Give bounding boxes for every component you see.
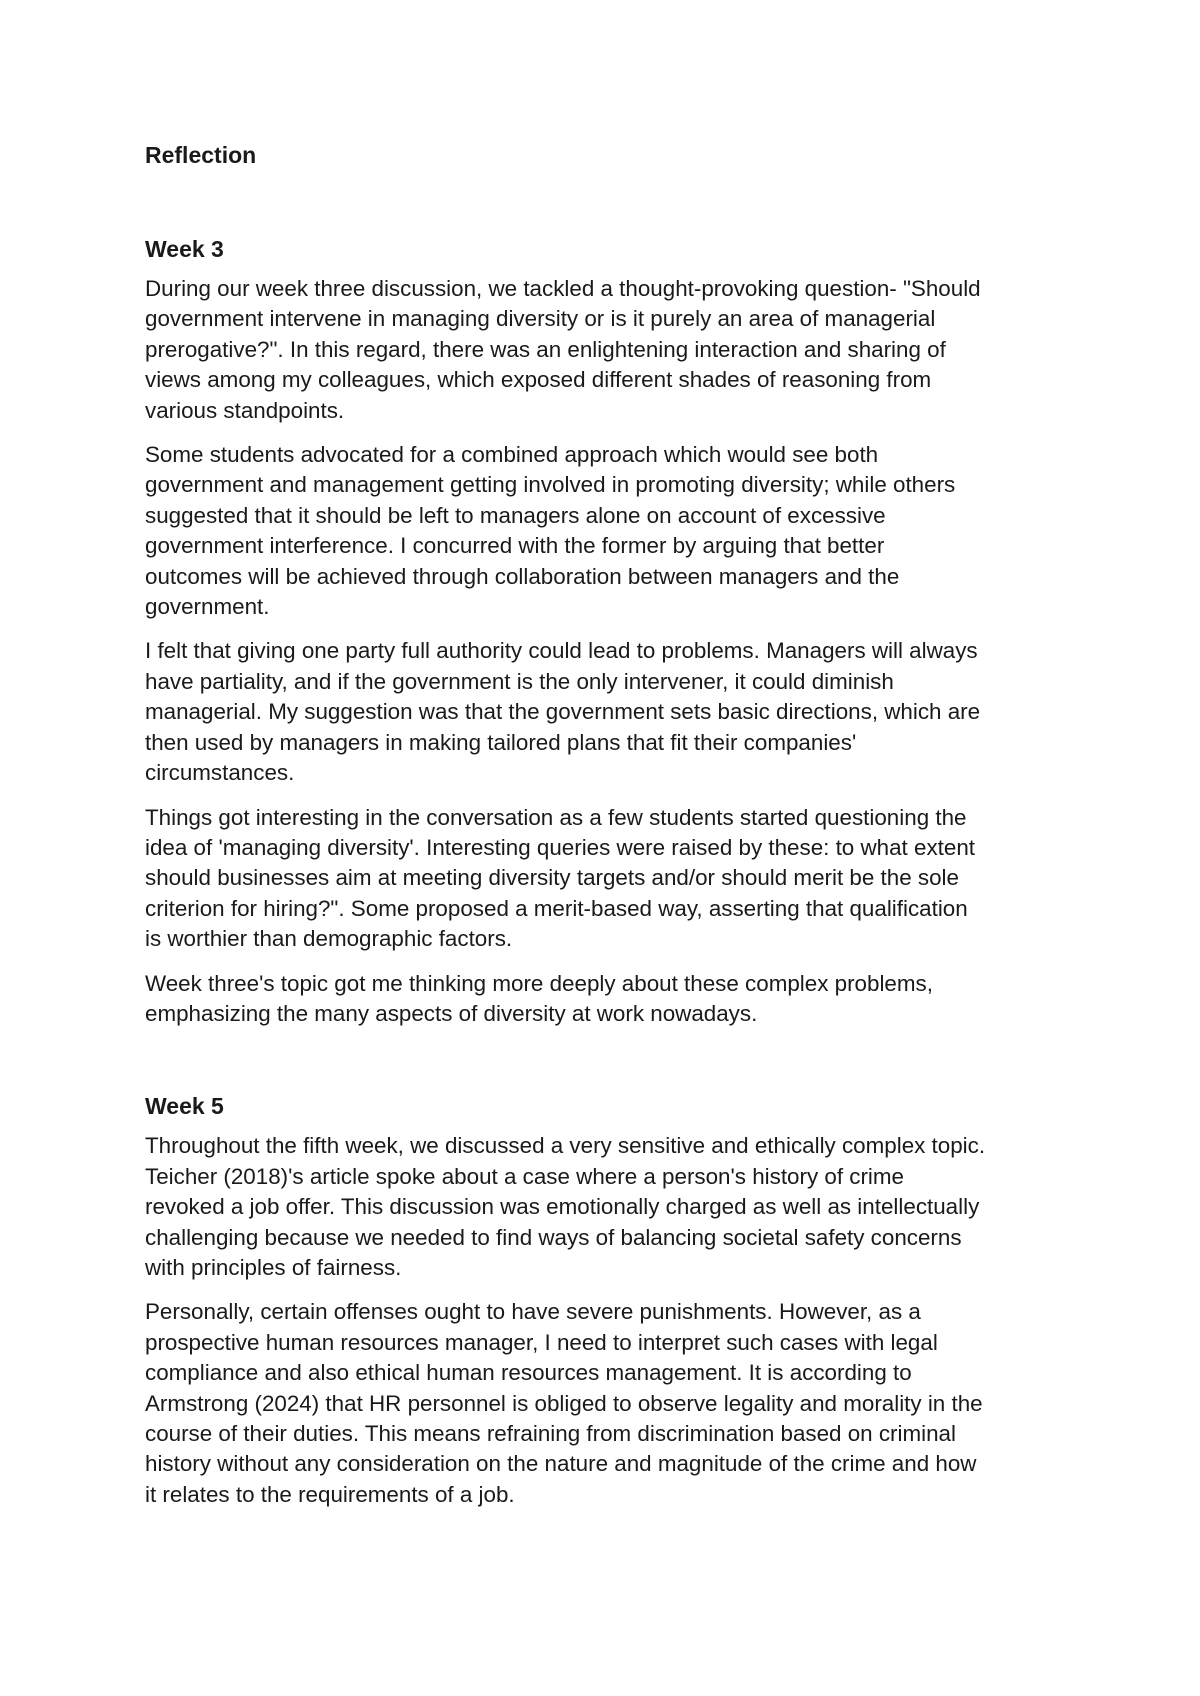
text-line: criterion for hiring?". Some proposed a merit-based way, asserting that qualification — [145, 895, 968, 921]
section-week-5 — [145, 1091, 1080, 1510]
text-line: is worthier than demographic factors. — [145, 926, 513, 952]
text-line: have partiality, and if the government is the only intervener, it could diminish — [145, 668, 894, 694]
paragraph — [145, 440, 1080, 622]
text-line: should businesses aim at meeting diversity targets and/or should merit be the sole — [145, 865, 959, 891]
text-line: challenging because we needed to find ways of balancing societal safety concerns — [145, 1224, 962, 1250]
text-line: During our week three discussion, we tackled a thought-provoking question- "Should — [145, 276, 981, 301]
text-line: government and management getting involved in promoting diversity; while others — [145, 472, 956, 498]
text-line: then used by managers in making tailored plans that fit their companies' — [145, 729, 857, 755]
text-line: government interference. I concurred with the former by arguing that better — [145, 533, 885, 559]
text-line: it relates to the requirements of a job. — [145, 1481, 515, 1507]
text-line: Throughout the fifth week, we discussed a very sensitive and ethically complex topic. — [145, 1133, 986, 1159]
paragraph — [145, 636, 1080, 788]
text-line: government. — [145, 594, 270, 620]
paragraph — [145, 1131, 1080, 1283]
paragraph — [145, 274, 1080, 426]
text-line: Some students advocated for a combined approach which would see both — [145, 442, 879, 468]
text-line: various standpoints. — [145, 397, 345, 423]
section-heading: Week 5 — [145, 1093, 224, 1120]
text-line: I felt that giving one party full authority could lead to problems. Managers will always — [145, 638, 978, 664]
text-line: managerial. My suggestion was that the government sets basic directions, which are — [145, 699, 981, 725]
text-line: with principles of fairness. — [145, 1254, 402, 1280]
paragraph — [145, 803, 1080, 955]
text-line: history without any consideration on the nature and magnitude of the crime and how — [145, 1451, 977, 1477]
text-line: prerogative?". In this regard, there was an enlightening interaction and sharing of — [145, 336, 946, 362]
document-title: Reflection — [145, 142, 257, 168]
paragraph — [145, 1297, 1080, 1510]
text-line: idea of 'managing diversity'. Interesting queries were raised by these: to what extent — [145, 834, 975, 860]
text-line: views among my colleagues, which exposed different shades of reasoning from — [145, 367, 932, 393]
text-line: Personally, certain offenses ought to have severe punishments. However, as a — [145, 1299, 921, 1325]
section-week-3 — [145, 234, 1080, 1029]
paragraph — [145, 969, 1080, 1030]
text-line: compliance and also ethical human resources management. It is according to — [145, 1360, 912, 1386]
text-line: revoked a job offer. This discussion was emotionally charged as well as intellectually — [145, 1194, 980, 1220]
section-heading: Week 3 — [145, 236, 224, 262]
text-line: course of their duties. This means refraining from discrimination based on criminal — [145, 1421, 956, 1446]
text-line: Things got interesting in the conversation as a few students started questioning the — [145, 804, 967, 830]
text-line: Armstrong (2024) that HR personnel is obliged to observe legality and morality in the — [145, 1390, 983, 1416]
text-line: emphasizing the many aspects of diversity at work nowadays. — [145, 1000, 758, 1026]
text-line: Week three's topic got me thinking more deeply about these complex problems, — [145, 970, 933, 996]
text-line: suggested that it should be left to managers alone on account of excessive — [145, 502, 886, 528]
text-line: government intervene in managing diversity or is it purely an area of managerial — [145, 306, 936, 332]
text-line: outcomes will be achieved through collaboration between managers and the — [145, 563, 900, 589]
text-line: Teicher (2018)'s article spoke about a case where a person's history of crime — [145, 1163, 904, 1189]
text-line: prospective human resources manager, I need to interpret such cases with legal — [145, 1329, 938, 1355]
text-line: circumstances. — [145, 760, 295, 786]
document-page — [145, 140, 1080, 1572]
